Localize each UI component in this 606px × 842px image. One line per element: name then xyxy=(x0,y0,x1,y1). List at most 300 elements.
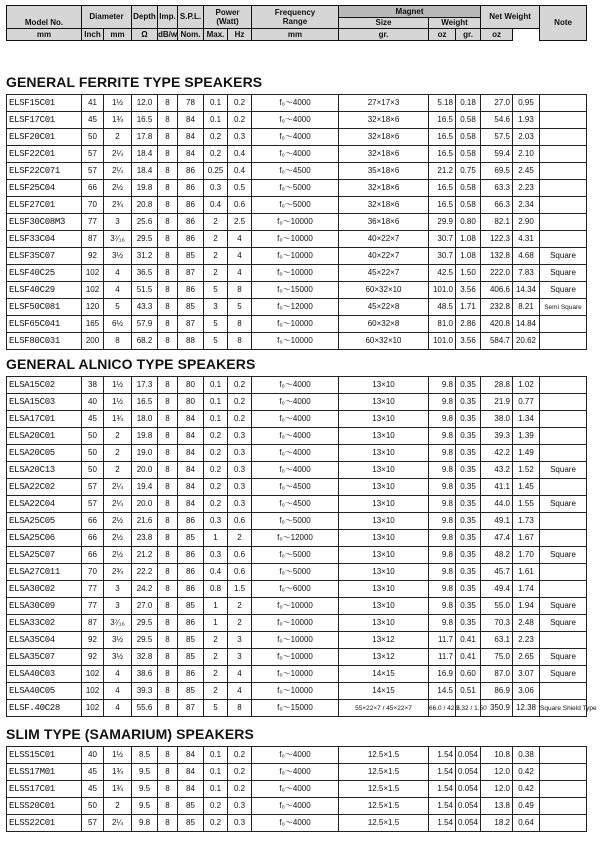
cell-magnet-size: 60×32×10 xyxy=(339,333,429,350)
table-row xyxy=(7,462,587,479)
cell-spl: 86 xyxy=(178,564,204,581)
table-row xyxy=(7,231,587,248)
cell-diameter-inch: 1¾ xyxy=(104,764,132,781)
cell-power-nom: 0.4 xyxy=(204,197,228,214)
cell-power-nom: 5 xyxy=(204,700,228,717)
cell-power-nom: 0.3 xyxy=(204,513,228,530)
cell-diameter-inch: 1¾ xyxy=(104,112,132,129)
cell-note xyxy=(540,479,587,496)
cell-diameter-inch: 3½ xyxy=(104,248,132,265)
cell-net-oz: 1.39 xyxy=(513,428,540,445)
cell-magnet-oz: 0.75 xyxy=(456,163,481,180)
cell-depth: 19.4 xyxy=(132,479,158,496)
cell-impedance: 8 xyxy=(158,615,178,632)
note-header: Note xyxy=(540,6,587,41)
magnet-size-header: Size xyxy=(339,18,429,29)
cell-magnet-oz: 0.054 xyxy=(456,815,481,832)
cell-magnet-size: 13×10 xyxy=(339,615,429,632)
cell-impedance: 8 xyxy=(158,530,178,547)
table-row xyxy=(7,112,587,129)
cell-spl: 78 xyxy=(178,95,204,112)
cell-magnet-oz: 1.08 xyxy=(456,248,481,265)
cell-spl: 85 xyxy=(178,530,204,547)
cell-magnet-oz: 0.58 xyxy=(456,146,481,163)
table-row xyxy=(7,615,587,632)
table-row xyxy=(7,265,587,282)
cell-magnet-oz: 0.58 xyxy=(456,197,481,214)
cell-impedance: 8 xyxy=(158,316,178,333)
cell-impedance: 8 xyxy=(158,513,178,530)
cell-frequency: f₀～4000 xyxy=(252,411,339,428)
cell-magnet-gr: 42.5 xyxy=(429,265,456,282)
cell-depth: 38.6 xyxy=(132,666,158,683)
cell-magnet-oz: 0.51 xyxy=(456,683,481,700)
cell-note xyxy=(540,377,587,394)
cell-magnet-oz: 0.41 xyxy=(456,632,481,649)
cell-model: ELSS22C01 xyxy=(7,815,82,832)
column-header xyxy=(6,5,587,41)
cell-power-nom: 1 xyxy=(204,615,228,632)
cell-diameter-mm: 200 xyxy=(82,333,104,350)
cell-frequency: f₀～12000 xyxy=(252,299,339,316)
cell-power-nom: 0.2 xyxy=(204,815,228,832)
table-row xyxy=(7,581,587,598)
cell-power-nom: 2 xyxy=(204,649,228,666)
cell-magnet-oz: 0.35 xyxy=(456,615,481,632)
cell-magnet-oz: 0.58 xyxy=(456,112,481,129)
table-row xyxy=(7,394,587,411)
cell-diameter-mm: 66 xyxy=(82,530,104,547)
cell-diameter-inch: 2 xyxy=(104,445,132,462)
imp-header: Imp. xyxy=(158,6,178,29)
cell-power-nom: 5 xyxy=(204,333,228,350)
table-row xyxy=(7,95,587,112)
cell-depth: 12.0 xyxy=(132,95,158,112)
cell-model: ELSA27C011 xyxy=(7,564,82,581)
cell-diameter-inch: 1¾ xyxy=(104,411,132,428)
cell-diameter-inch: 2 xyxy=(104,428,132,445)
cell-magnet-oz: 0.35 xyxy=(456,428,481,445)
cell-power-max: 1.5 xyxy=(228,581,252,598)
frequency-header xyxy=(252,6,339,29)
cell-model: ELSA17C01 xyxy=(7,411,82,428)
cell-magnet-oz: 0.35 xyxy=(456,377,481,394)
diameter-header: Diameter xyxy=(82,6,132,29)
cell-diameter-inch: 3 xyxy=(104,214,132,231)
cell-power-max: 0.6 xyxy=(228,547,252,564)
unit-mm: mm xyxy=(7,29,82,41)
cell-power-max: 0.3 xyxy=(228,479,252,496)
cell-model: ELSF.40C28 xyxy=(7,700,82,717)
cell-power-max: 0.6 xyxy=(228,513,252,530)
cell-magnet-gr: 16.5 xyxy=(429,112,456,129)
cell-spl: 85 xyxy=(178,598,204,615)
table-row xyxy=(7,598,587,615)
table-row xyxy=(7,815,587,832)
cell-net-oz: 1.34 xyxy=(513,411,540,428)
cell-net-oz: 1.45 xyxy=(513,479,540,496)
cell-frequency: f₀～4500 xyxy=(252,479,339,496)
cell-net-oz: 1.67 xyxy=(513,530,540,547)
cell-magnet-gr: 101.0 xyxy=(429,333,456,350)
cell-model: ELSA40C05 xyxy=(7,683,82,700)
unit-ohm: Ω xyxy=(132,29,158,41)
cell-net-gr: 27.0 xyxy=(481,95,513,112)
cell-note: Semi Square xyxy=(540,299,587,316)
cell-magnet-gr: 9.8 xyxy=(429,615,456,632)
cell-magnet-gr: 9.8 xyxy=(429,564,456,581)
cell-model: ELSF35C07 xyxy=(7,248,82,265)
cell-model: ELSF22C071 xyxy=(7,163,82,180)
cell-spl: 86 xyxy=(178,581,204,598)
cell-spl: 84 xyxy=(178,747,204,764)
cell-power-max: 3 xyxy=(228,632,252,649)
cell-diameter-mm: 102 xyxy=(82,666,104,683)
cell-frequency: f₀～4000 xyxy=(252,462,339,479)
cell-impedance: 8 xyxy=(158,248,178,265)
cell-magnet-gr: 9.8 xyxy=(429,547,456,564)
cell-frequency: f₀～10000 xyxy=(252,231,339,248)
cell-model: ELSA33C02 xyxy=(7,615,82,632)
cell-frequency: f₀～15000 xyxy=(252,700,339,717)
cell-frequency: f₀～10000 xyxy=(252,265,339,282)
cell-impedance: 8 xyxy=(158,163,178,180)
cell-diameter-mm: 87 xyxy=(82,231,104,248)
cell-note xyxy=(540,146,587,163)
cell-power-nom: 0.1 xyxy=(204,781,228,798)
cell-magnet-gr: 16.9 xyxy=(429,666,456,683)
cell-depth: 29.5 xyxy=(132,615,158,632)
cell-diameter-inch: 3⁷⁄₁₆ xyxy=(104,231,132,248)
spl-header: S.P.L. xyxy=(178,6,204,29)
cell-impedance: 8 xyxy=(158,428,178,445)
cell-frequency: f₀～10000 xyxy=(252,214,339,231)
table-row xyxy=(7,700,587,717)
cell-magnet-size: 60×32×10 xyxy=(339,282,429,299)
cell-model: ELSA25C07 xyxy=(7,547,82,564)
cell-impedance: 8 xyxy=(158,394,178,411)
cell-note xyxy=(540,513,587,530)
cell-note xyxy=(540,781,587,798)
cell-power-nom: 2 xyxy=(204,248,228,265)
cell-diameter-mm: 57 xyxy=(82,496,104,513)
cell-note xyxy=(540,798,587,815)
cell-depth: 20.8 xyxy=(132,197,158,214)
cell-model: ELSF20C01 xyxy=(7,129,82,146)
cell-impedance: 8 xyxy=(158,231,178,248)
cell-power-nom: 0.2 xyxy=(204,129,228,146)
cell-magnet-oz: 0.41 xyxy=(456,649,481,666)
cell-magnet-oz: 0.054 xyxy=(456,764,481,781)
cell-net-oz: 2.23 xyxy=(513,180,540,197)
cell-spl: 85 xyxy=(178,798,204,815)
cell-magnet-size: 32×18×6 xyxy=(339,112,429,129)
cell-net-oz: 1.93 xyxy=(513,112,540,129)
cell-model: ELSF33C04 xyxy=(7,231,82,248)
cell-diameter-inch: 3 xyxy=(104,581,132,598)
cell-diameter-inch: 1½ xyxy=(104,394,132,411)
cell-model: ELSA30C09 xyxy=(7,598,82,615)
slim-speakers-table xyxy=(6,746,587,832)
cell-power-nom: 2 xyxy=(204,231,228,248)
cell-note xyxy=(540,683,587,700)
cell-power-max: 0.3 xyxy=(228,129,252,146)
cell-magnet-gr: 9.8 xyxy=(429,598,456,615)
cell-diameter-inch: 2 xyxy=(104,462,132,479)
cell-diameter-mm: 92 xyxy=(82,649,104,666)
cell-magnet-size: 32×18×6 xyxy=(339,129,429,146)
cell-spl: 86 xyxy=(178,197,204,214)
cell-power-nom: 0.1 xyxy=(204,95,228,112)
cell-net-gr: 59.4 xyxy=(481,146,513,163)
cell-net-gr: 10.8 xyxy=(481,747,513,764)
cell-depth: 21.6 xyxy=(132,513,158,530)
cell-power-max: 0.6 xyxy=(228,197,252,214)
cell-net-gr: 132.8 xyxy=(481,248,513,265)
table-row xyxy=(7,547,587,564)
cell-diameter-mm: 50 xyxy=(82,445,104,462)
cell-model: ELSS17M01 xyxy=(7,764,82,781)
cell-net-oz: 1.61 xyxy=(513,564,540,581)
cell-net-oz: 2.23 xyxy=(513,632,540,649)
cell-power-nom: 0.25 xyxy=(204,163,228,180)
cell-impedance: 8 xyxy=(158,146,178,163)
cell-depth: 19.8 xyxy=(132,428,158,445)
cell-net-gr: 70.3 xyxy=(481,615,513,632)
cell-net-oz: 0.95 xyxy=(513,95,540,112)
cell-impedance: 8 xyxy=(158,299,178,316)
cell-magnet-oz: 0.18 xyxy=(456,95,481,112)
cell-spl: 84 xyxy=(178,764,204,781)
cell-net-oz: 2.90 xyxy=(513,214,540,231)
cell-diameter-inch: 3½ xyxy=(104,632,132,649)
cell-magnet-gr: 16.5 xyxy=(429,129,456,146)
cell-diameter-inch: 1½ xyxy=(104,747,132,764)
cell-magnet-oz: 2.32 / 1.50 xyxy=(456,700,481,717)
table-row xyxy=(7,683,587,700)
cell-magnet-oz: 1.50 xyxy=(456,265,481,282)
cell-impedance: 8 xyxy=(158,700,178,717)
cell-model: ELSF65C041 xyxy=(7,316,82,333)
cell-power-nom: 0.1 xyxy=(204,411,228,428)
cell-depth: 18.4 xyxy=(132,163,158,180)
cell-spl: 86 xyxy=(178,214,204,231)
cell-magnet-size: 13×10 xyxy=(339,513,429,530)
cell-magnet-size: 55×22×7 / 45×22×7 xyxy=(339,700,429,717)
cell-magnet-oz: 3.56 xyxy=(456,282,481,299)
cell-model: ELSS20C01 xyxy=(7,798,82,815)
cell-power-max: 0.2 xyxy=(228,95,252,112)
table-row xyxy=(7,180,587,197)
cell-power-nom: 0.1 xyxy=(204,377,228,394)
cell-diameter-inch: 1½ xyxy=(104,377,132,394)
cell-frequency: f₀～4000 xyxy=(252,747,339,764)
table-row xyxy=(7,632,587,649)
ferrite-speakers-table xyxy=(6,94,587,350)
cell-diameter-mm: 102 xyxy=(82,700,104,717)
cell-depth: 57.9 xyxy=(132,316,158,333)
cell-net-gr: 47.4 xyxy=(481,530,513,547)
table-row xyxy=(7,146,587,163)
cell-diameter-mm: 77 xyxy=(82,581,104,598)
cell-diameter-mm: 45 xyxy=(82,764,104,781)
cell-depth: 39.3 xyxy=(132,683,158,700)
cell-frequency: f₀～10000 xyxy=(252,649,339,666)
table-row xyxy=(7,666,587,683)
cell-depth: 21.2 xyxy=(132,547,158,564)
cell-frequency: f₀～12000 xyxy=(252,530,339,547)
cell-spl: 86 xyxy=(178,282,204,299)
cell-net-gr: 86.9 xyxy=(481,683,513,700)
cell-diameter-mm: 38 xyxy=(82,377,104,394)
cell-note: Square xyxy=(540,496,587,513)
cell-net-oz: 8.21 xyxy=(513,299,540,316)
power-header-line1: Power xyxy=(215,8,240,17)
cell-power-max: 4 xyxy=(228,683,252,700)
cell-magnet-gr: 9.8 xyxy=(429,411,456,428)
table-row xyxy=(7,428,587,445)
table-row xyxy=(7,496,587,513)
cell-impedance: 8 xyxy=(158,666,178,683)
cell-power-max: 0.5 xyxy=(228,180,252,197)
cell-model: ELSA20C13 xyxy=(7,462,82,479)
cell-power-max: 0.3 xyxy=(228,462,252,479)
cell-power-nom: 0.1 xyxy=(204,747,228,764)
cell-magnet-gr: 66.0 / 42.5 xyxy=(429,700,456,717)
cell-depth: 43.3 xyxy=(132,299,158,316)
cell-magnet-gr: 9.8 xyxy=(429,513,456,530)
cell-impedance: 8 xyxy=(158,129,178,146)
cell-magnet-oz: 0.35 xyxy=(456,581,481,598)
cell-spl: 84 xyxy=(178,411,204,428)
cell-diameter-inch: 8 xyxy=(104,333,132,350)
cell-frequency: f₀～10000 xyxy=(252,316,339,333)
cell-power-max: 0.3 xyxy=(228,428,252,445)
cell-diameter-inch: 4 xyxy=(104,666,132,683)
cell-spl: 86 xyxy=(178,231,204,248)
cell-note xyxy=(540,394,587,411)
cell-diameter-mm: 70 xyxy=(82,197,104,214)
cell-magnet-oz: 1.08 xyxy=(456,231,481,248)
unit-hz: Hz xyxy=(228,29,252,41)
cell-magnet-oz: 0.35 xyxy=(456,462,481,479)
unit-magnet-oz: oz xyxy=(429,29,456,41)
cell-diameter-inch: 4 xyxy=(104,700,132,717)
cell-net-gr: 45.7 xyxy=(481,564,513,581)
cell-depth: 18.0 xyxy=(132,411,158,428)
cell-depth: 9.8 xyxy=(132,815,158,832)
cell-magnet-oz: 0.35 xyxy=(456,598,481,615)
cell-magnet-gr: 9.8 xyxy=(429,462,456,479)
cell-diameter-mm: 102 xyxy=(82,282,104,299)
cell-magnet-gr: 16.5 xyxy=(429,146,456,163)
cell-spl: 85 xyxy=(178,248,204,265)
cell-power-nom: 0.3 xyxy=(204,180,228,197)
cell-note xyxy=(540,112,587,129)
cell-diameter-inch: 2¾ xyxy=(104,564,132,581)
cell-note: Square xyxy=(540,462,587,479)
cell-note xyxy=(540,163,587,180)
cell-note xyxy=(540,747,587,764)
cell-net-oz: 3.06 xyxy=(513,683,540,700)
cell-depth: 27.0 xyxy=(132,598,158,615)
cell-power-nom: 0.3 xyxy=(204,547,228,564)
cell-magnet-gr: 11.7 xyxy=(429,632,456,649)
model-no-header: Model No. xyxy=(7,6,82,29)
cell-magnet-size: 14×15 xyxy=(339,683,429,700)
cell-magnet-gr: 1.54 xyxy=(429,815,456,832)
cell-note xyxy=(540,316,587,333)
magnet-header: Magnet xyxy=(339,6,481,18)
cell-depth: 51.5 xyxy=(132,282,158,299)
cell-spl: 87 xyxy=(178,700,204,717)
cell-diameter-inch: 3 xyxy=(104,598,132,615)
cell-depth: 17.8 xyxy=(132,129,158,146)
cell-model: ELSF40C29 xyxy=(7,282,82,299)
table-row xyxy=(7,564,587,581)
unit-db-w: dB/w xyxy=(158,29,178,39)
unit-net-oz: oz xyxy=(481,29,513,41)
cell-net-oz: 1.70 xyxy=(513,547,540,564)
cell-net-gr: 48.2 xyxy=(481,547,513,564)
cell-power-max: 8 xyxy=(228,282,252,299)
cell-power-nom: 1 xyxy=(204,530,228,547)
cell-net-oz: 0.42 xyxy=(513,764,540,781)
cell-spl: 86 xyxy=(178,615,204,632)
cell-power-max: 0.2 xyxy=(228,377,252,394)
table-row xyxy=(7,197,587,214)
cell-diameter-inch: 2½ xyxy=(104,530,132,547)
cell-diameter-inch: 2 xyxy=(104,798,132,815)
cell-impedance: 8 xyxy=(158,581,178,598)
frequency-header-line1: Frequency xyxy=(274,8,316,17)
cell-model: ELSF15C01 xyxy=(7,95,82,112)
cell-diameter-mm: 102 xyxy=(82,683,104,700)
cell-magnet-size: 13×10 xyxy=(339,428,429,445)
table-row xyxy=(7,248,587,265)
cell-magnet-oz: 0.35 xyxy=(456,564,481,581)
cell-net-gr: 12.0 xyxy=(481,764,513,781)
cell-depth: 16.5 xyxy=(132,112,158,129)
table-row xyxy=(7,798,587,815)
cell-magnet-size: 13×10 xyxy=(339,462,429,479)
cell-depth: 9.5 xyxy=(132,781,158,798)
cell-model: ELSA15C03 xyxy=(7,394,82,411)
cell-diameter-inch: 1¾ xyxy=(104,781,132,798)
cell-model: ELSA15C02 xyxy=(7,377,82,394)
power-header-line2: (Watt) xyxy=(216,17,239,26)
cell-depth: 22.2 xyxy=(132,564,158,581)
cell-power-max: 4 xyxy=(228,231,252,248)
cell-impedance: 8 xyxy=(158,333,178,350)
cell-impedance: 8 xyxy=(158,815,178,832)
cell-depth: 55.6 xyxy=(132,700,158,717)
cell-magnet-size: 13×10 xyxy=(339,547,429,564)
cell-power-max: 4 xyxy=(228,666,252,683)
cell-note xyxy=(540,428,587,445)
cell-note: Square xyxy=(540,547,587,564)
cell-power-nom: 2 xyxy=(204,632,228,649)
cell-power-max: 2.5 xyxy=(228,214,252,231)
cell-impedance: 8 xyxy=(158,479,178,496)
table-row xyxy=(7,316,587,333)
cell-spl: 84 xyxy=(178,479,204,496)
cell-net-oz: 0.64 xyxy=(513,815,540,832)
cell-magnet-oz: 0.58 xyxy=(456,180,481,197)
cell-model: ELSA40C03 xyxy=(7,666,82,683)
cell-magnet-size: 13×10 xyxy=(339,598,429,615)
cell-power-nom: 0.1 xyxy=(204,394,228,411)
